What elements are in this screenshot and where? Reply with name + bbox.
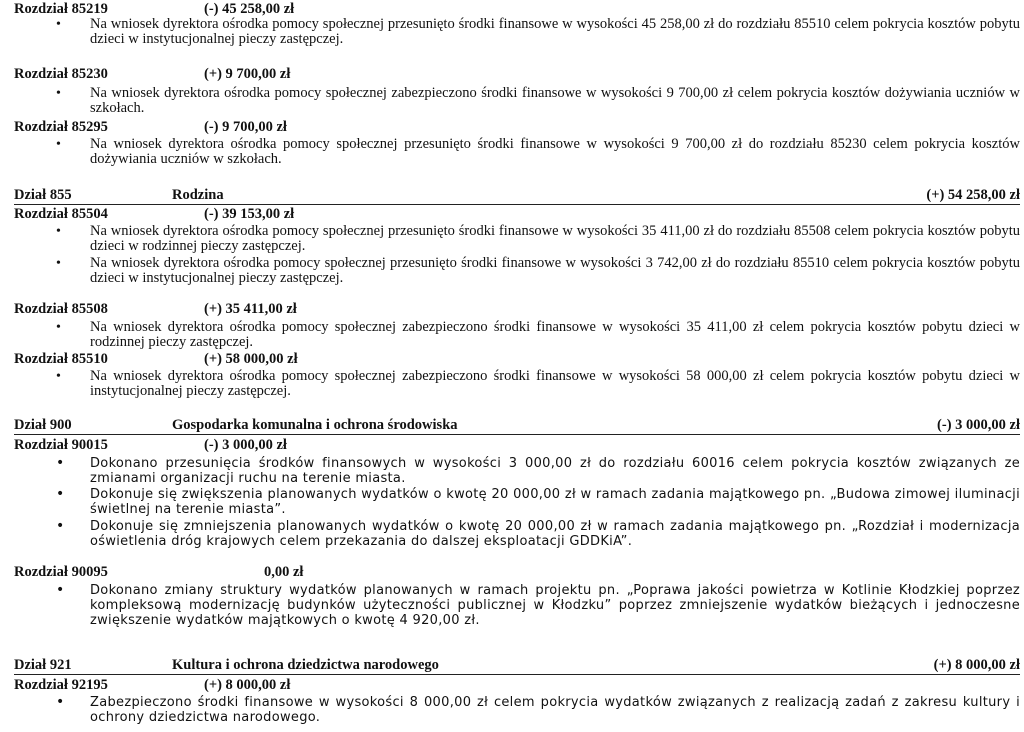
section-amount: (+) 8 000,00 zł — [204, 677, 291, 693]
section-label: Rozdział 90015 — [14, 437, 108, 453]
section-amount: (+) 58 000,00 zł — [204, 351, 298, 367]
list-item: • Na wniosek dyrektora ośrodka pomocy społecznej zabezpieczono środki finansowe w wysokości 9 700,00 zł celem pokrycia kosztów dożywiania uczniów w szkołach. — [90, 86, 1020, 116]
section-amount: (-) 9 700,00 zł — [204, 119, 287, 135]
section-amount: (-) 39 153,00 zł — [204, 206, 295, 222]
section-heading — [14, 1, 295, 17]
list-item: • Dokonano przesunięcia środków finansowych w wysokości 3 000,00 zł do rozdziału 60016 celem pokrycia kosztów związanych ze zmianami organizacji ruchu na terenie miasta. — [90, 456, 1020, 486]
list-item: • Na wniosek dyrektora ośrodka pomocy społecznej przesunięto środki finansowe w wysokości 45 258,00 zł do rozdziału 85510 celem pokrycia kosztów pobytu dzieci w instytucjonalnej pieczy zastępczej. — [90, 17, 1020, 47]
section-label: Rozdział 85219 — [14, 1, 108, 17]
division-label: Dział 855 — [14, 187, 72, 203]
division-amount: (+) 8 000,00 zł — [933, 657, 1020, 673]
section-heading — [14, 301, 297, 317]
list-item: • Dokonano zmiany struktury wydatków planowanych w ramach projektu pn. „Poprawa jakości powietrza w Kotlinie Kłodzkiej poprzez kompleksową modernizację budynków użyteczności publicznej w Kłodzku” poprzez zmniejszenie wydatków bieżących i jednoczesne zwiększenie wydatków majątkowych o kwotę 4 920,00 zł. — [90, 583, 1020, 628]
division-amount: (-) 3 000,00 zł — [937, 417, 1020, 433]
section-label: Rozdział 85510 — [14, 351, 108, 367]
section-amount: (-) 3 000,00 zł — [204, 437, 287, 453]
section-amount: (+) 35 411,00 zł — [204, 301, 297, 317]
division-title: Rodzina — [172, 187, 224, 203]
division-amount: (+) 54 258,00 zł — [926, 187, 1020, 203]
section-heading — [14, 66, 291, 82]
list-item: • Na wniosek dyrektora ośrodka pomocy społecznej przesunięto środki finansowe w wysokości 9 700,00 zł do rozdziału 85230 celem pokrycia kosztów dożywiania uczniów w szkołach. — [90, 137, 1020, 167]
division-heading — [14, 657, 1020, 675]
section-heading — [14, 206, 295, 222]
section-heading — [14, 119, 287, 135]
division-heading — [14, 187, 1020, 205]
division-label: Dział 900 — [14, 417, 72, 433]
list-item: • Dokonuje się zwiększenia planowanych wydatków o kwotę 20 000,00 zł w ramach zadania majątkowego pn. „Budowa zimowej iluminacji świetlnej na terenie miasta”. — [90, 487, 1020, 517]
section-amount: 0,00 zł — [264, 564, 304, 580]
section-heading — [14, 437, 287, 453]
list-item: • Na wniosek dyrektora ośrodka pomocy społecznej zabezpieczono środki finansowe w wysokości 35 411,00 zł celem pokrycia kosztów pobytu dzieci w rodzinnej pieczy zastępczej. — [90, 320, 1020, 350]
division-label: Dział 921 — [14, 657, 72, 673]
section-label: Rozdział 85230 — [14, 66, 108, 82]
list-item: • Na wniosek dyrektora ośrodka pomocy społecznej zabezpieczono środki finansowe w wysokości 58 000,00 zł celem pokrycia kosztów pobytu dzieci w instytucjonalnej pieczy zastępczej. — [90, 369, 1020, 399]
list-item: • Dokonuje się zmniejszenia planowanych wydatków o kwotę 20 000,00 zł w ramach zadania majątkowego pn. „Rozdział i modernizacja oświetlenia dróg krajowych celem przekazania do dalszej eksploatacji GDDKiA”. — [90, 519, 1020, 549]
section-label: Rozdział 85508 — [14, 301, 108, 317]
section-amount: (-) 45 258,00 zł — [204, 1, 295, 17]
section-amount: (+) 9 700,00 zł — [204, 66, 291, 82]
section-heading — [14, 677, 291, 693]
section-label: Rozdział 90095 — [14, 564, 108, 580]
section-heading — [14, 351, 298, 367]
list-item: • Na wniosek dyrektora ośrodka pomocy społecznej przesunięto środki finansowe w wysokości 3 742,00 zł do rozdziału 85510 celem pokrycia kosztów pobytu dzieci w instytucjonalnej pieczy zastępczej. — [90, 256, 1020, 286]
list-item: • Zabezpieczono środki finansowe w wysokości 8 000,00 zł celem pokrycia wydatków związanych z realizacją zadań z zakresu kultury i ochrony dziedzictwa narodowego. — [90, 695, 1020, 725]
section-heading — [14, 564, 304, 580]
division-heading — [14, 417, 1020, 435]
division-title: Kultura i ochrona dziedzictwa narodowego — [172, 657, 439, 673]
section-label: Rozdział 85504 — [14, 206, 108, 222]
division-title: Gospodarka komunalna i ochrona środowiska — [172, 417, 458, 433]
list-item: • Na wniosek dyrektora ośrodka pomocy społecznej przesunięto środki finansowe w wysokości 35 411,00 zł do rozdziału 85508 celem pokrycia kosztów pobytu dzieci w rodzinnej pieczy zastępczej. — [90, 224, 1020, 254]
section-label: Rozdział 85295 — [14, 119, 108, 135]
section-label: Rozdział 92195 — [14, 677, 108, 693]
